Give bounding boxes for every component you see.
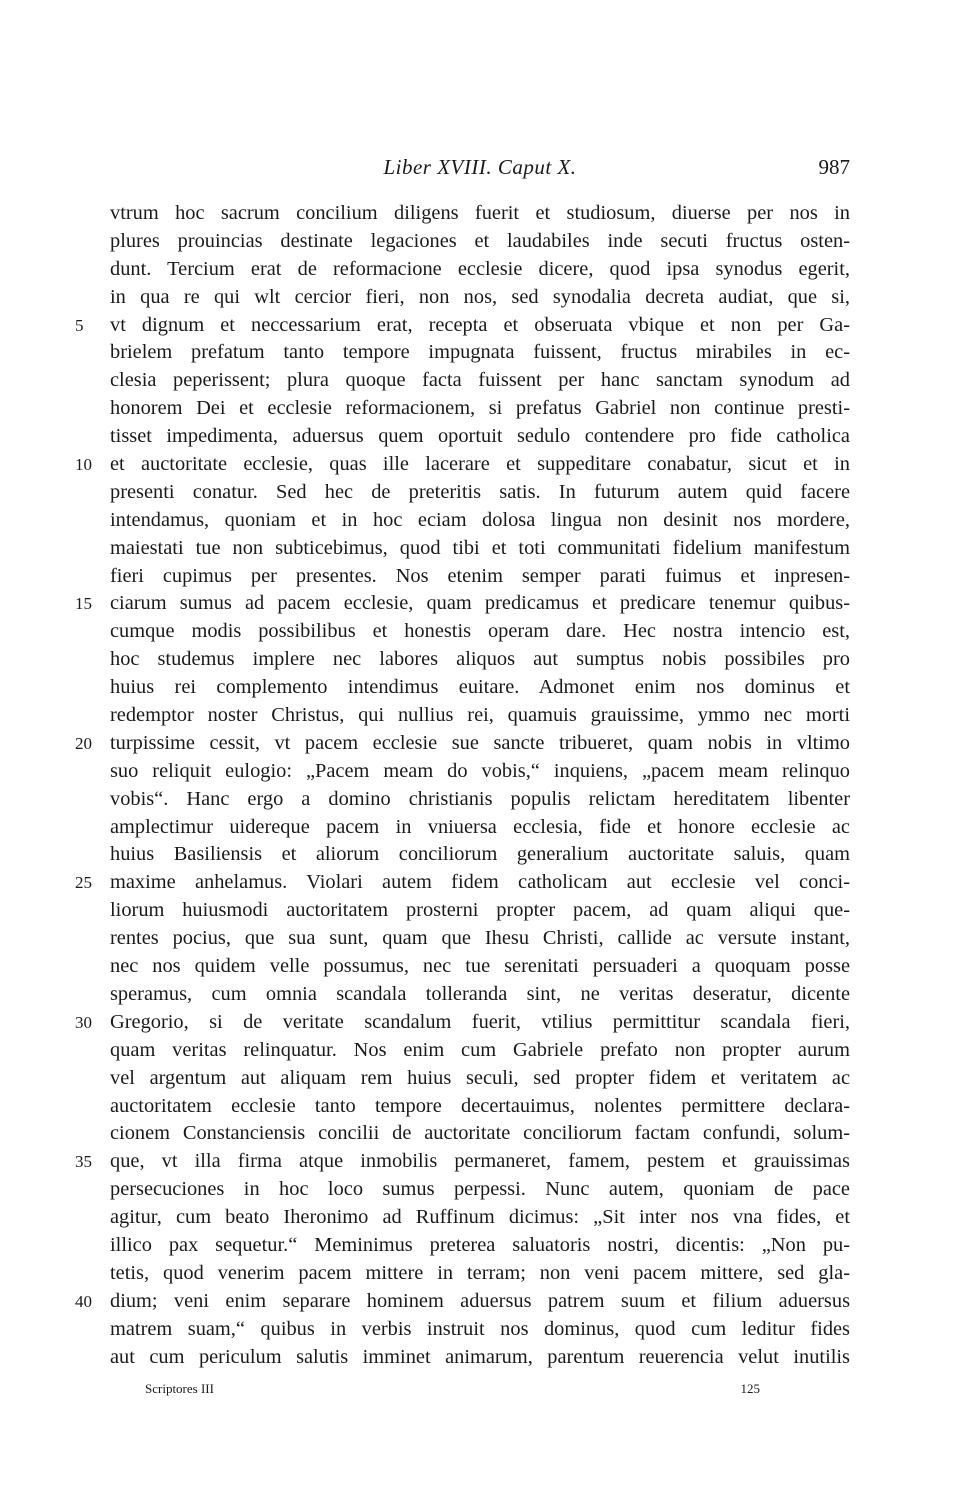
running-head — [110, 155, 850, 185]
line-number: 30 — [75, 1012, 92, 1032]
text-line — [75, 1148, 850, 1176]
body-text — [75, 200, 850, 1371]
text-line — [110, 897, 850, 925]
signature-mark: Scriptores III — [145, 1381, 214, 1396]
line-text: honorem Dei et ecclesie reformacionem, si prefatus Gabriel non continue presti- — [110, 397, 850, 420]
text-line — [110, 702, 850, 730]
text-line — [110, 284, 850, 312]
line-text: que, vt illa firma atque inmobilis permaneret, famem, pestem et grauissimas — [110, 1150, 850, 1173]
line-text: brielem prefatum tanto tempore impugnata fuissent, fructus mirabiles in ec- — [110, 341, 850, 364]
text-line — [110, 423, 850, 451]
line-number: 40 — [75, 1291, 92, 1311]
line-number: 5 — [75, 315, 84, 335]
line-text: dunt. Tercium erat de reformacione ecclesie dicere, quod ipsa synodus egerit, — [110, 257, 850, 280]
text-line — [110, 1204, 850, 1232]
line-number: 15 — [75, 594, 92, 614]
running-title: Liber XVIII. Caput X. — [383, 155, 577, 179]
text-line — [110, 953, 850, 981]
page-number: 987 — [818, 155, 850, 179]
line-text: plures prouincias destinate legaciones et laudabiles inde secuti fructus osten- — [110, 229, 850, 252]
line-text: Gregorio, si de veritate scandalum fuerit, vtilius permittitur scandala fieri, — [110, 1010, 850, 1033]
text-line — [75, 869, 850, 897]
line-text: amplectimur uidereque pacem in vniuersa ecclesia, fide et honore ecclesie ac — [110, 815, 850, 838]
line-number: 10 — [75, 455, 92, 475]
text-line — [110, 1232, 850, 1260]
text-line — [110, 563, 850, 591]
text-line — [110, 646, 850, 674]
text-line — [110, 228, 850, 256]
text-line — [110, 1120, 850, 1148]
text-line — [110, 535, 850, 563]
text-line — [110, 841, 850, 869]
text-line — [110, 200, 850, 228]
line-text: et auctoritate ecclesie, quas ille lacerare et suppeditare conabatur, sicut et in — [110, 453, 850, 476]
text-line — [75, 451, 850, 479]
line-number: 25 — [75, 873, 92, 893]
line-text: aut cum periculum salutis imminet animarum, parentum reuerencia velut inutilis — [110, 1345, 850, 1368]
text-line — [110, 1176, 850, 1204]
text-line — [110, 1093, 850, 1121]
line-text: nec nos quidem velle possumus, nec tue serenitati persuaderi a quoquam posse — [110, 955, 850, 978]
line-text: turpissime cessit, vt pacem ecclesie sue sancte tribueret, quam nobis in vltimo — [110, 731, 850, 754]
line-text: presenti conatur. Sed hec de preteritis satis. In futurum autem quid facere — [110, 480, 850, 503]
text-line — [110, 981, 850, 1009]
text-line — [110, 339, 850, 367]
line-text: vobis“. Hanc ergo a domino christianis populis relictam hereditatem libenter — [110, 787, 850, 810]
line-text: suo reliquit eulogio: „Pacem meam do vobis,“ inquiens, „pacem meam relinquo — [110, 759, 850, 782]
text-line — [110, 395, 850, 423]
text-line — [110, 618, 850, 646]
text-line — [110, 925, 850, 953]
text-line — [110, 1065, 850, 1093]
text-line — [110, 814, 850, 842]
text-line — [110, 256, 850, 284]
line-text: illico pax sequetur.“ Meminimus preterea saluatoris nostri, dicentis: „Non pu- — [110, 1233, 850, 1256]
text-line — [110, 1260, 850, 1288]
text-line — [110, 674, 850, 702]
line-text: liorum huiusmodi auctoritatem prosterni propter pacem, ad quam aliqui que- — [110, 899, 850, 922]
line-text: dium; veni enim separare hominem aduersus patrem suum et filium aduersus — [110, 1289, 850, 1312]
line-number: 20 — [75, 733, 92, 753]
text-line — [110, 1344, 850, 1372]
line-number: 35 — [75, 1152, 92, 1172]
text-line — [110, 1316, 850, 1344]
line-text: clesia peperissent; plura quoque facta fuissent per hanc sanctam synodum ad — [110, 369, 850, 392]
line-text: ciarum sumus ad pacem ecclesie, quam predicamus et predicare tenemur quibus- — [110, 592, 850, 615]
line-text: in qua re qui wlt cercior fieri, non nos, sed synodalia decreta audiat, que si, — [110, 285, 850, 308]
line-text: huius rei complemento intendimus euitare. Admonet enim nos dominus et — [110, 676, 850, 699]
line-text: rentes pocius, que sua sunt, quam que Ihesu Christi, callide ac versute instant, — [110, 927, 850, 950]
text-line — [75, 590, 850, 618]
line-text: matrem suam,“ quibus in verbis instruit nos dominus, quod cum leditur fides — [110, 1317, 850, 1340]
line-text: huius Basiliensis et aliorum conciliorum generalium auctoritate saluis, quam — [110, 843, 850, 866]
text-line — [75, 1009, 850, 1037]
sheet-number: 125 — [740, 1381, 760, 1396]
line-text: redemptor noster Christus, qui nullius rei, quamuis grauissime, ymmo nec morti — [110, 704, 850, 727]
line-text: hoc studemus implere nec labores aliquos aut sumptus nobis possibiles pro — [110, 648, 850, 671]
line-text: vt dignum et neccessarium erat, recepta et obseruata vbique et non per Ga- — [110, 313, 850, 336]
line-text: speramus, cum omnia scandala tolleranda sint, ne veritas deseratur, dicente — [110, 982, 850, 1005]
line-text: intendamus, quoniam et in hoc eciam dolosa lingua non desinit nos mordere, — [110, 508, 850, 531]
text-line — [110, 786, 850, 814]
line-text: cionem Constanciensis concilii de auctoritate conciliorum factam confundi, solum- — [110, 1122, 850, 1145]
line-text: maxime anhelamus. Violari autem fidem catholicam aut ecclesie vel conci- — [110, 871, 850, 894]
line-text: vel argentum aut aliquam rem huius seculi, sed propter fidem et veritatem ac — [110, 1066, 850, 1089]
line-text: agitur, cum beato Iheronimo ad Ruffinum dicimus: „Sit inter nos vna fides, et — [110, 1206, 850, 1229]
line-text: cumque modis possibilibus et honestis operam dare. Hec nostra intencio est, — [110, 620, 850, 643]
line-text: auctoritatem ecclesie tanto tempore decertauimus, nolentes permittere declara- — [110, 1094, 850, 1117]
line-text: fieri cupimus per presentes. Nos etenim semper parati fuimus et inpresen- — [110, 564, 850, 587]
text-line — [110, 367, 850, 395]
text-line — [110, 479, 850, 507]
line-text: maiestati tue non subticebimus, quod tibi et toti communitati fidelium manifestum — [110, 536, 850, 559]
page-footer — [145, 1381, 760, 1401]
line-text: tisset impedimenta, aduersus quem oportuit sedulo contendere pro fide catholica — [110, 425, 850, 448]
text-line — [75, 1288, 850, 1316]
text-line — [110, 758, 850, 786]
line-text: tetis, quod venerim pacem mittere in terram; non veni pacem mittere, sed gla- — [110, 1261, 850, 1284]
text-line — [75, 312, 850, 340]
line-text: quam veritas relinquatur. Nos enim cum Gabriele prefato non propter aurum — [110, 1038, 850, 1061]
line-text: persecuciones in hoc loco sumus perpessi. Nunc autem, quoniam de pace — [110, 1178, 850, 1201]
text-line — [110, 1037, 850, 1065]
line-text: vtrum hoc sacrum concilium diligens fuerit et studiosum, diuerse per nos in — [110, 202, 850, 224]
text-line — [75, 730, 850, 758]
text-line — [110, 507, 850, 535]
